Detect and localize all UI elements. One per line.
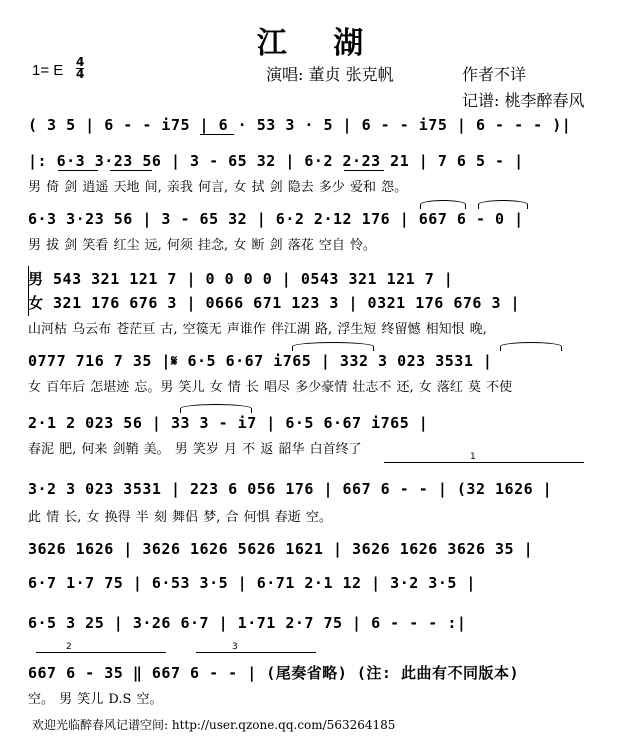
meter-bottom: 4	[76, 67, 85, 81]
meter-top: 4	[76, 55, 85, 69]
notation-row-7: 3·2 3 023 3531 | 223 6 056 176 | 667 6 - - | (32 1626 |	[28, 480, 553, 498]
lyrics-row-4: 山河枯 乌云布 苍茫亘 古, 空篌无 声谁作 伴江湖 路, 浮生短 终留憾 相知恨 晚,	[28, 322, 487, 337]
slur	[180, 404, 252, 413]
notation-row-1: ( 3 5 | 6 - - i75 | 6 · 53 3 · 5 | 6 - - i75 | 6 - - - )|	[28, 116, 572, 134]
notation-row-3: 6·3 3·23 56 | 3 - 65 32 | 6·2 2·12 176 | 667 6 - 0 |	[28, 210, 524, 228]
lyrics-row-7: 此 情 长, 女 换得 半 刻 舞侣 梦, 合 何惧 春逝 空。	[28, 510, 332, 525]
footer-note: 欢迎光临醉春风记谱空间: http://user.qzone.qq.com/563264185	[32, 718, 396, 732]
notation-row-5: 0777 716 7 35 |𝄋 6·5 6·67 i765 | 332 3 023 3531 |	[28, 352, 493, 370]
slur	[292, 342, 374, 351]
notation-row-6: 2·1 2 023 56 | 33 3 - i7 | 6·5 6·67 i765 |	[28, 414, 429, 432]
lyrics-row-6: 春泥 肥, 何来 剑鞘 美。 男 笑岁 月 不 返 韶华 白首终了	[28, 442, 362, 457]
notation-row-11: 667 6 - 35 ‖ 667 6 - - | (尾奏省略) (注: 此曲有不同版本)	[28, 664, 519, 682]
volta-number: 1	[470, 452, 476, 462]
notation-row-8: 3626 1626 | 3626 1626 5626 1621 | 3626 1626 3626 35 |	[28, 540, 534, 558]
notation-row-4-female: 女 321 176 676 3 | 0666 671 123 3 | 0321 176 676 3 |	[28, 294, 521, 312]
volta-bracket-3	[196, 652, 316, 653]
song-title: 江 湖	[256, 26, 382, 61]
lyrics-row-5: 女 百年后 怎堪迹 忘。男 笑儿 女 情 长 唱尽 多少豪情 壮志不 还, 女 落红 莫 不使	[28, 380, 513, 395]
composer-credit: 作者不详	[462, 65, 527, 84]
notation-row-4-male: 男 543 321 121 7 | 0 0 0 0 | 0543 321 121 7 |	[28, 270, 454, 288]
notation-row-2: |: 6·3 3·23 56 | 3 - 65 32 | 6·2 2·23 21 | 7 6 5 - |	[28, 152, 524, 170]
volta-number: 3	[232, 642, 238, 652]
slur	[500, 342, 562, 351]
time-signature	[76, 57, 84, 80]
slur	[478, 200, 528, 209]
slur	[420, 200, 466, 209]
transcriber-credit: 记谱: 桃李醉春风	[462, 91, 585, 110]
notation-row-9: 6·7 1·7 75 | 6·53 3·5 | 6·71 2·1 12 | 3·2 3·5 |	[28, 574, 476, 592]
beam	[200, 134, 234, 135]
lyrics-row-11: 空。 男 笑儿 D.S 空。	[28, 692, 163, 707]
beam	[344, 170, 384, 171]
beam	[110, 170, 152, 171]
volta-bracket-1	[384, 462, 584, 463]
beam	[58, 170, 98, 171]
lyrics-row-2: 男 倚 剑 逍遥 天地 间, 亲我 何言, 女 拭 剑 隐去 多少 爱和 怨。	[28, 180, 408, 195]
key-signature: 1= E	[32, 62, 64, 79]
volta-bracket-2	[36, 652, 166, 653]
volta-number: 2	[66, 642, 72, 652]
singers-credit: 演唱: 董贞 张克帆	[266, 65, 394, 84]
lyrics-row-3: 男 拔 剑 笑看 红尘 远, 何须 挂念, 女 断 剑 落花 空自 怜。	[28, 238, 376, 253]
notation-row-10: 6·5 3 25 | 3·26 6·7 | 1·71 2·7 75 | 6 - - - :|	[28, 614, 467, 632]
